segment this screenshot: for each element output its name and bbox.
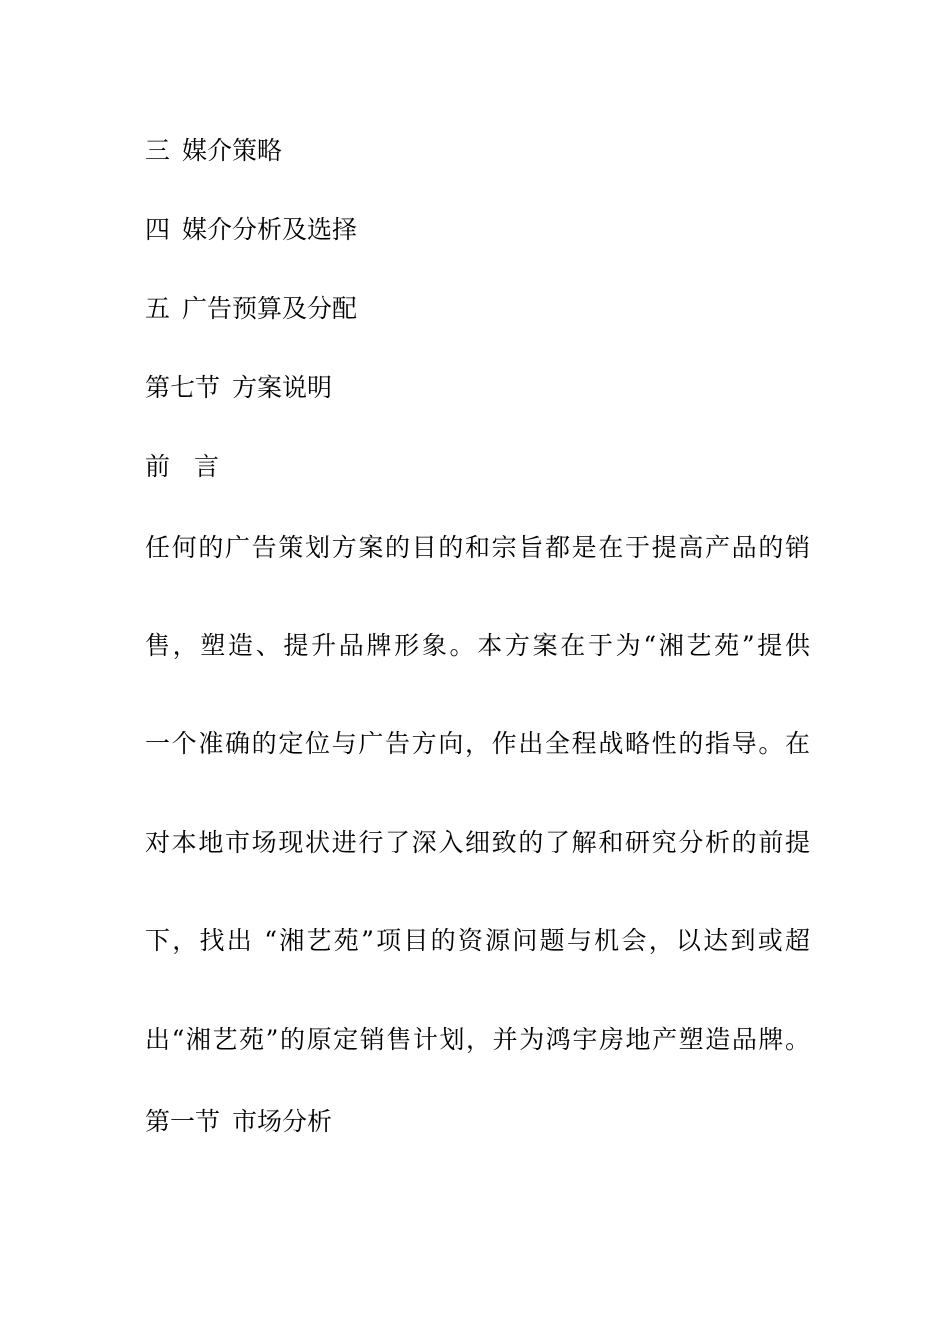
toc-item-number: 四 [145, 215, 171, 244]
toc-item-number: 五 [145, 294, 171, 323]
preface-paragraph-line: 售，塑造、提升品牌形象。本方案在于为“湘艺苑”提供 [145, 631, 810, 660]
toc-item-media-strategy [145, 136, 810, 166]
section-number: 第一节 [145, 1107, 221, 1136]
section-label: 方案说明 [232, 373, 333, 402]
preface-title: 前 言 [145, 452, 220, 481]
preface-paragraph-line: 对本地市场现状进行了深入细致的了解和研究分析的前提 [145, 828, 810, 857]
preface-paragraph-line: 一个准确的定位与广告方向，作出全程战略性的指导。在 [145, 729, 810, 758]
section-heading-market-analysis [145, 1107, 810, 1137]
toc-item-label: 媒介策略 [182, 136, 283, 165]
preface-paragraph-line: 下，找出 “湘艺苑”项目的资源问题与机会，以达到或超 [145, 926, 810, 955]
toc-item-label: 媒介分析及选择 [182, 215, 358, 244]
toc-item-number: 三 [145, 136, 171, 165]
section-label: 市场分析 [232, 1107, 333, 1136]
toc-item-ad-budget [145, 294, 810, 324]
toc-item-media-analysis [145, 215, 810, 245]
section-number: 第七节 [145, 373, 221, 402]
preface-paragraph-line: 出“湘艺苑”的原定销售计划，并为鸿宇房地产塑造品牌。 [145, 1025, 810, 1054]
preface-paragraph-line: 任何的广告策划方案的目的和宗旨都是在于提高产品的销 [145, 533, 810, 562]
toc-section-plan-description [145, 373, 810, 403]
toc-item-label: 广告预算及分配 [182, 294, 358, 323]
